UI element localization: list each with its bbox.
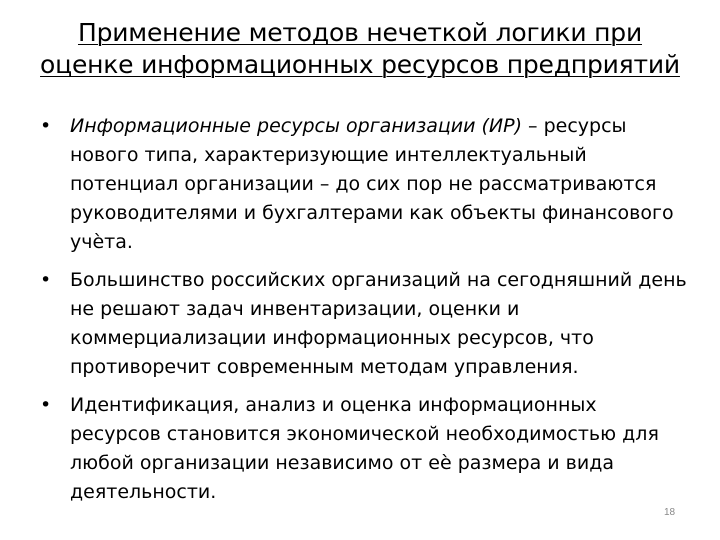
title-line-1: Применение методов нечеткой логики при	[77, 18, 642, 47]
bullet-icon: •	[40, 115, 52, 137]
slide-title	[26, 17, 694, 81]
bullet-icon: •	[40, 394, 52, 416]
bullet-item-information-resources	[40, 112, 690, 257]
bullet-item-identification-analysis	[40, 391, 690, 507]
bullet-list	[40, 112, 690, 516]
page-number: 18	[664, 507, 676, 518]
bullet-1-term: Информационные ресурсы организации (ИР)	[70, 115, 523, 137]
bullet-item-russian-organizations	[40, 266, 690, 382]
title-line-2: оценке информационных ресурсов предприятий	[40, 50, 680, 79]
bullet-1-text: – ресурсы нового типа, характеризующие интеллектуальный потенциал организации – до сих пор не рассматриваются руководителями и бухгалтерами как объекты финансового учѐта.	[70, 115, 674, 253]
bullet-3-text: Идентификация, анализ и оценка информационных ресурсов становится экономической необходимостью для любой организации независимо от еѐ размера и вида деятельности.	[70, 394, 659, 503]
bullet-icon: •	[40, 269, 52, 291]
bullet-2-text: Большинство российских организаций на сегодняшний день не решают задач инвентаризации, оценки и коммерциализации информационных ресурсов, что противоречит современным методам управления.	[70, 269, 687, 378]
